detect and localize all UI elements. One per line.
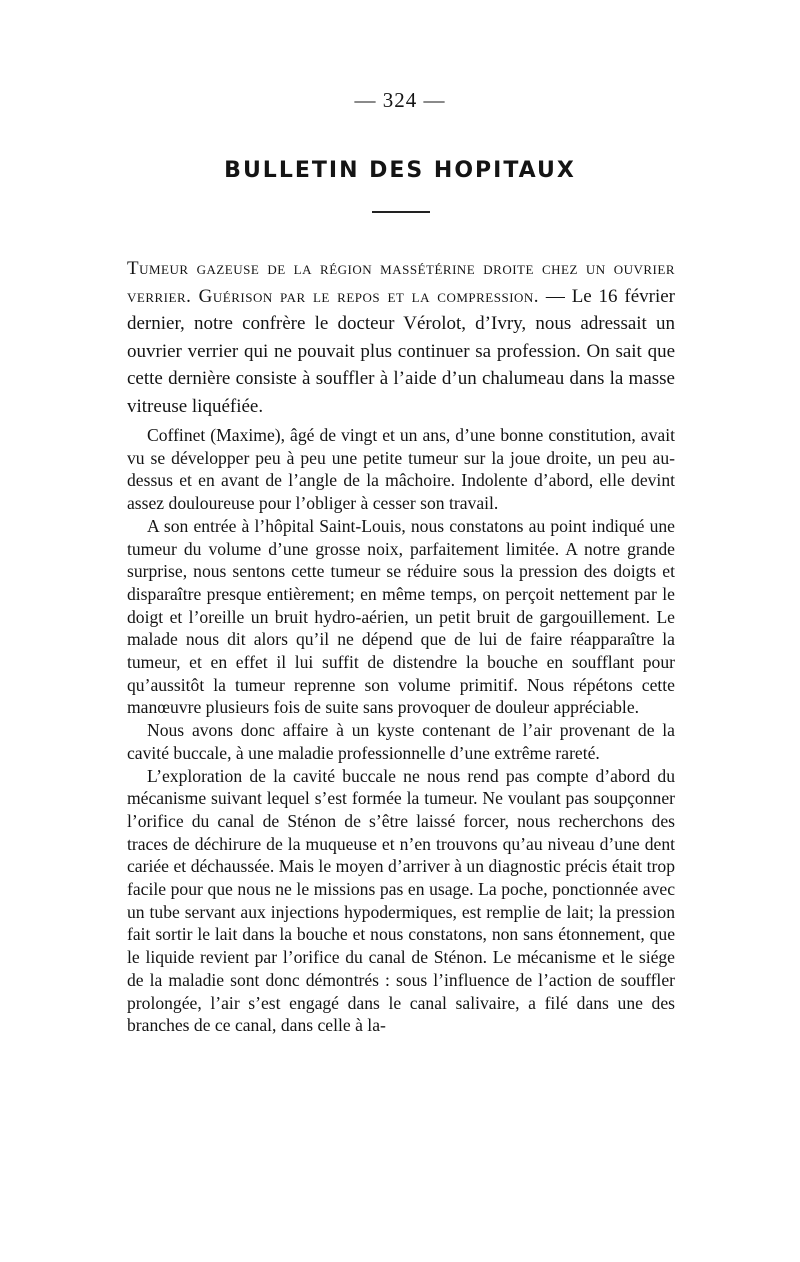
article-intro (127, 255, 675, 420)
page-number: — 324 — (354, 88, 446, 112)
article-body (127, 424, 675, 1037)
title-divider (372, 211, 430, 213)
intro-text: — Le 16 février dernier, notre confrère le docteur Vérolot, d’Ivry, nous adressait un ouvrier verrier qui ne pouvait plus continuer sa profession. On sait que cette dernière consiste à souffler à l’aide d’un chalumeau dans la masse vitreuse liquéfiée. (127, 285, 675, 417)
paragraph: A son entrée à l’hôpital Saint-Louis, nous constatons au point indiqué une tumeur du volume d’une grosse noix, parfaitement limitée. A notre grande surprise, nous sentons cette tumeur se réduire sous la pression des doigts et disparaître presque entièrement; en même temps, on perçoit nettement par le doigt et l’oreille un bruit hydro-aérien, un petit bruit de gargouillement. Le malade nous dit alors qu’il ne dépend que de lui de faire réapparaître la tumeur, et en effet il lui suffit de distendre la bouche en soufflant pour qu’aussitôt la tumeur reprenne son volume primitif. Nous répétons cette manœuvre plusieurs fois de suite sans provoquer de douleur appréciable. (127, 515, 675, 718)
article-heading: Tumeur gazeuse de la région massétérine droite chez un ouvrier verrier. Guérison par le repos et la compression. (127, 258, 675, 307)
paragraph: L’exploration de la cavité buccale ne nous rend pas compte d’abord du mécanisme suivant lequel s’est formée la tumeur. Ne voulant pas soupçonner l’orifice du canal de Sténon de s’être laissé forcer, nous recherchons des traces de déchirure de la muqueuse et n’en trouvons qu’au niveau d’une dent cariée et déchaussée. Mais le moyen d’arriver à un diagnostic précis était trop facile pour que nous ne le missions pas en usage. La poche, ponctionnée avec un tube servant aux injections hypodermiques, est remplie de lait; la pression fait sortir le lait dans la bouche et nous constatons, non sans étonnement, que le liquide revient par l’orifice du canal de Sténon. Le mécanisme et le siége de la maladie sont donc démontrés : sous l’influence de l’action de souffler prolongée, l’air s’est engagé dans le canal salivaire, a filé dans une des branches de ce canal, dans celle à la- (127, 765, 675, 1036)
paragraph: Nous avons donc affaire à un kyste contenant de l’air provenant de la cavité buccale, à une maladie professionnelle d’une extrême rareté. (127, 720, 675, 763)
paragraph: Coffinet (Maxime), âgé de vingt et un ans, d’une bonne constitution, avait vu se développer peu à peu une petite tumeur sur la joue droite, un peu au-dessus et en avant de l’angle de la mâchoire. Indolente d’abord, elle devint assez douloureuse pour l’obliger à cesser son travail. (127, 425, 675, 514)
section-title: BULLETIN DES HOPITAUX (224, 158, 576, 183)
